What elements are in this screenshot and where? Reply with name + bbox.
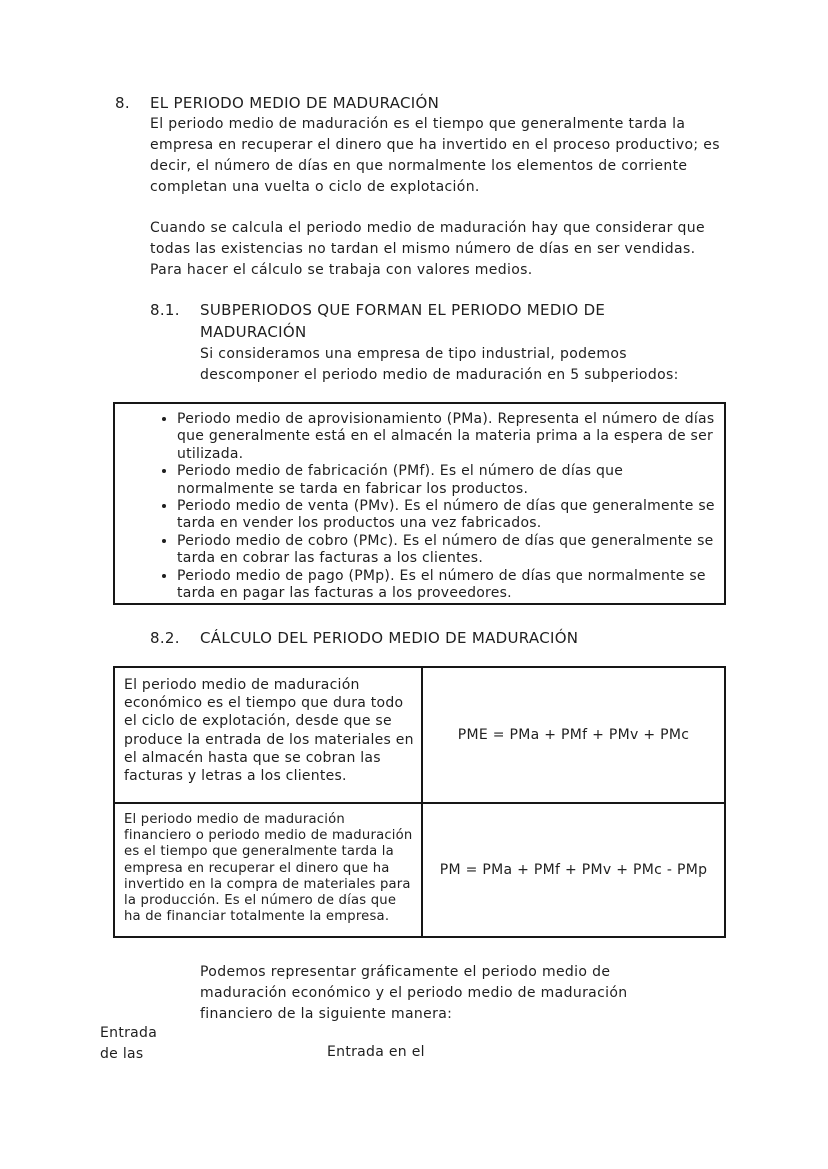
bullet-item-pmv: • Periodo medio de venta (PMv). Es el número de días que generalmente se tarda en vender los productos una vez fabricados. <box>177 498 716 533</box>
table-row-2-formula-cell: PM = PMa + PMf + PMv + PMc - PMp <box>439 862 708 878</box>
subperiods-box <box>113 402 726 605</box>
table-row-1-description-cell: El periodo medio de maduración económico es el tiempo que dura todo el ciclo de explotación, desde que se produce la entrada de los materiales en el almacén hasta que se cobran las facturas y letras a los clientes. <box>115 668 423 804</box>
diagram-label-line-2: de las <box>100 1046 144 1062</box>
section-8-2-title: CÁLCULO DEL PERIODO MEDIO DE MADURACIÓN <box>200 629 579 647</box>
section-8-heading <box>115 92 439 114</box>
bullet-item-pma: • Periodo medio de aprovisionamiento (PMa). Representa el número de días que generalmente está en el almacén la materia prima a la espera de ser utilizada. <box>177 411 716 463</box>
section-8-paragraph-1: El periodo medio de maduración es el tiempo que generalmente tarda la empresa en recuperar el dinero que ha invertido en el proceso productivo; es decir, el número de días en que normalmente los elementos de corriente completan una vuelta o ciclo de explotación. <box>150 116 720 195</box>
bullet-item-pmc: • Periodo medio de cobro (PMc). Es el número de días que generalmente se tarda en cobrar las facturas a los clientes. <box>177 533 716 568</box>
section-8-1-title: SUBPERIODOS QUE FORMAN EL PERIODO MEDIO DE MADURACIÓN <box>200 301 606 341</box>
table-row-1-formula-cell: PME = PMa + PMf + PMv + PMc <box>423 668 724 804</box>
subperiods-bullet-list <box>115 411 724 602</box>
diagram-label-line-1: Entrada <box>100 1025 158 1041</box>
section-8-number: 8. <box>115 94 130 112</box>
closing-paragraph: Podemos representar gráficamente el periodo medio de maduración económico y el periodo medio de maduración financiero de la siguiente manera: <box>200 964 628 1022</box>
maturation-formula-table <box>113 666 726 938</box>
section-8-1-heading <box>150 299 670 343</box>
bullet-item-pmf: • Periodo medio de fabricación (PMf). Es el número de días que normalmente se tarda en fabricar los productos. <box>177 463 716 498</box>
section-8-paragraph-2: Cuando se calcula el periodo medio de maduración hay que considerar que todas las existencias no tardan el mismo número de días en ser vendidas. Para hacer el cálculo se trabaja con valores medios. <box>150 220 705 278</box>
section-8-2-heading <box>150 627 578 649</box>
section-8-1-number: 8.1. <box>150 301 180 319</box>
diagram-label-entrada-de-las <box>100 1023 157 1065</box>
table-row-2-description-cell: El periodo medio de maduración financiero o periodo medio de maduración es el tiempo que generalmente tarda la empresa en recuperar el dinero que ha invertido en la compra de materiales para la producción. Es el número de días que ha de financiar totalmente la empresa. <box>115 804 423 936</box>
bullet-item-pmp: • Periodo medio de pago (PMp). Es el número de días que normalmente se tarda en pagar las facturas a los proveedores. <box>177 568 716 603</box>
section-8-title: EL PERIODO MEDIO DE MADURACIÓN <box>150 94 440 112</box>
section-8-2-number: 8.2. <box>150 629 180 647</box>
diagram-label-entrada-en-el: Entrada en el <box>327 1044 425 1060</box>
section-8-1-intro: Si consideramos una empresa de tipo industrial, podemos descomponer el periodo medio de maduración en 5 subperiodos: <box>200 346 679 383</box>
